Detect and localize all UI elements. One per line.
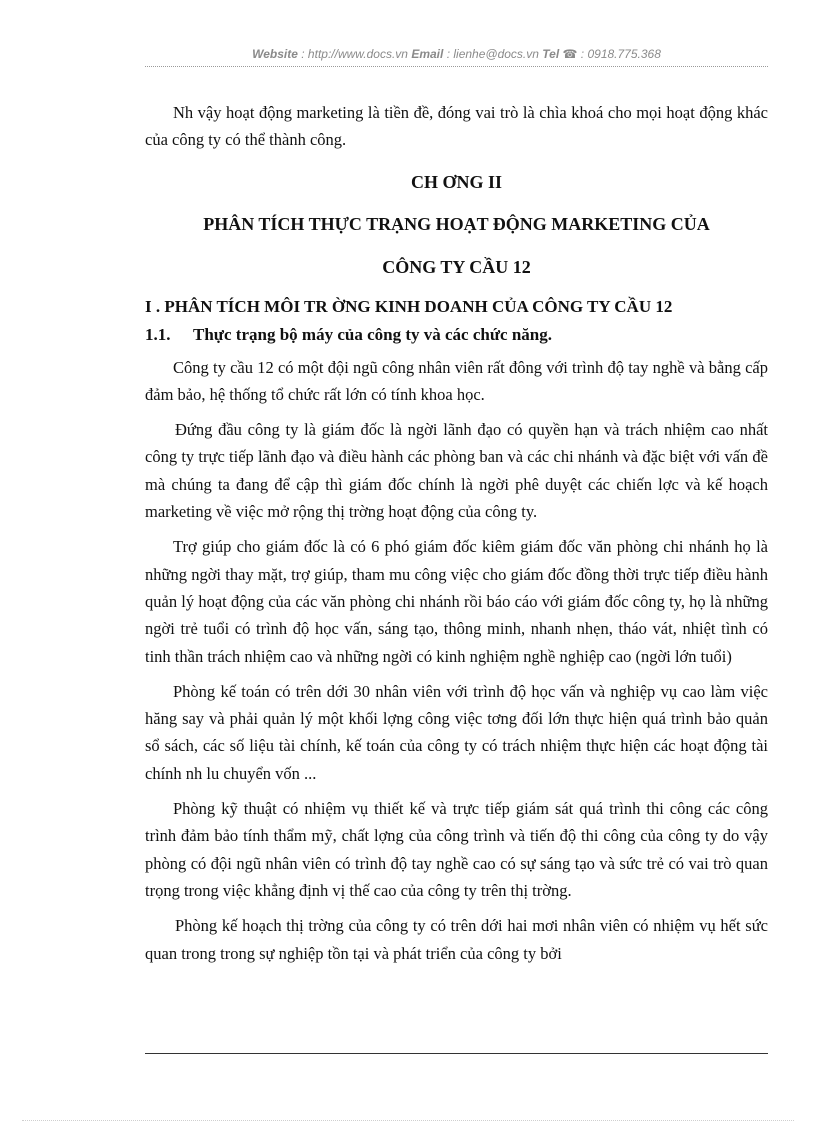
tel-label: Tel ☎ — [542, 47, 578, 61]
page-bottom-border — [22, 1120, 794, 1121]
chapter-title-line-2: CÔNG TY CẦU 12 — [382, 256, 531, 277]
footer-divider — [145, 1053, 768, 1054]
website-link[interactable]: : http://www.docs.vn — [301, 47, 408, 61]
subsection-heading — [145, 320, 768, 350]
section-heading: I . PHÂN TÍCH MÔI TR ỜNG KINH DOANH CỦA CÔNG TY CẦU 12 — [145, 296, 673, 316]
body-paragraph: Phòng kế hoạch thị trờng của công ty có trên dới hai mơi nhân viên có nhiệm vụ hết sức quan trong trong sự nghiệp tồn tại và phát triển của công ty bởi — [145, 916, 768, 963]
intro-paragraph: Nh vậy hoạt động marketing là tiền đề, đóng vai trò là chìa khoá cho mọi hoạt động khác của công ty có thể thành công. — [145, 103, 768, 150]
website-label: Website — [252, 47, 298, 61]
email-label: Email — [411, 47, 444, 61]
subsection-number: 1.1. — [145, 324, 171, 344]
body-paragraph: Phòng kỹ thuật có nhiệm vụ thiết kế và trực tiếp giám sát quá trình thi công các công trình đảm bảo tính thẩm mỹ, chất lợng của công trình và tiến độ thi công của công ty do vậy phòng có đội ngũ nhân viên có trình độ tay nghề cao có sự sáng tạo và sức trẻ có vai trò quan trọng trong việc khẳng định vị thế cao của công ty trên thị trờng. — [145, 799, 768, 900]
page-header — [145, 47, 768, 61]
chapter-number: CH ƠNG II — [410, 171, 502, 192]
subsection-title: Thực trạng bộ máy của công ty và các chức năng. — [193, 324, 552, 344]
body-paragraph: Đứng đầu công ty là giám đốc là ngời lãnh đạo có quyền hạn và trách nhiệm cao nhất công ty trực tiếp lãnh đạo và điều hành các phòng ban và các chi nhánh và đặc biệt với vấn đề mà chúng ta đang để cập thì giám đốc chính là ngời phê duyệt các chiến lợc và kế hoạch marketing về việc mở rộng thị trờng hoạt động của công ty. — [145, 420, 768, 522]
body-paragraph: Công ty cầu 12 có một đội ngũ công nhân viên rất đông với trình độ tay nghề và bằng cấp đảm bảo, hệ thống tổ chức rất lớn có tính khoa học. — [145, 357, 768, 404]
document-body — [145, 99, 768, 967]
chapter-title-line-1: PHÂN TÍCH THỰC TRẠNG HOẠT ĐỘNG MARKETING CỦA — [203, 213, 710, 234]
header-divider — [145, 66, 768, 67]
body-paragraph: Trợ giúp cho giám đốc là có 6 phó giám đốc kiêm giám đốc văn phòng chi nhánh họ là những ngời thay mặt, trợ giúp, tham mu công việc cho giám đốc đồng thời trực tiếp điều hành quản lý hoạt động của các văn phòng chi nhánh rồi báo cáo với giám đốc công ty, họ là những ngời trẻ tuổi có trình độ học vấn, sáng tạo, thông minh, nhanh nhẹn, tháo vát, nhiệt tình có tinh thần trách nhiệm cao và những ngời có kinh nghiệm nghề nghiệp cao (ngời lớn tuổi) — [145, 537, 768, 666]
tel-value: : 0918.775.368 — [580, 47, 661, 61]
body-paragraph: Phòng kế toán có trên dới 30 nhân viên với trình độ học vấn và nghiệp vụ cao làm việc hăng say và phải quản lý một khối lợng công việc tơng đối lớn thực hiện quá trình bảo quản sổ sách, các số liệu tài chính, kế toán của công ty có trách nhiệm thực hiện các hoạt động tài chính nh lu chuyển vốn ... — [145, 681, 768, 783]
email-link[interactable]: : lienhe@docs.vn — [446, 47, 539, 61]
